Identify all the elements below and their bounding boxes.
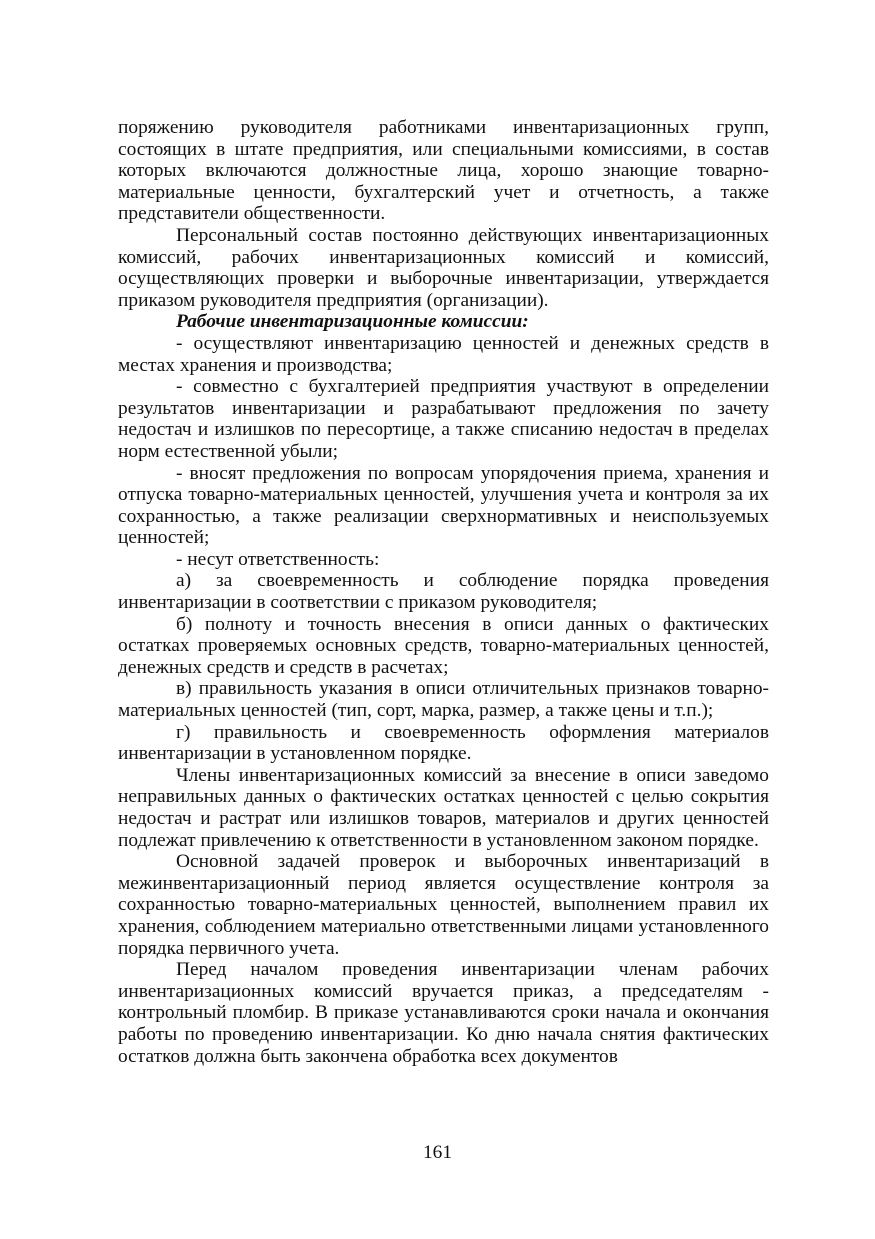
list-item: - осуществляют инвентаризацию ценностей и денежных средств в местах хранения и производства; — [118, 332, 769, 376]
paragraph: Члены инвентаризационных комиссий за внесение в описи заведомо неправильных данных о фактических остатках ценностей с целью сокрытия недостач и растрат или излишков товаров, материалов и других ценностей подлежат привлечению к ответственности в установленном законом порядке. — [118, 764, 769, 851]
list-item: - вносят предложения по вопросам упорядочения приема, хранения и отпуска товарно-материальных ценностей, улучшения учета и контроля за их сохранностью, а также реализации сверхнормативных и неиспользуемых ценностей; — [118, 462, 769, 549]
list-item: - совместно с бухгалтерией предприятия участвуют в определении результатов инвентаризации и разрабатывают предложения по зачету недостач и излишков по пересортице, а также списанию недостач в пределах норм естественной убыли; — [118, 376, 769, 462]
paragraph-2: Персональный состав постоянно действующих инвентаризационных комиссий, рабочих инвентаризационных комиссий и комиссий, осуществляющих проверки и выборочные инвентаризации, утверждается приказом руководителя предприятия (организации). — [118, 224, 769, 311]
sub-item: а) за своевременность и соблюдение порядка проведения инвентаризации в соответствии с приказом руководителя; — [118, 570, 769, 614]
page-body — [118, 117, 769, 1067]
section-heading: Рабочие инвентаризационные комиссии: — [176, 311, 529, 333]
list-item: - несут ответственность: — [176, 548, 380, 570]
paragraph: Основной задачей проверок и выборочных инвентаризаций в межинвентаризационный период является осуществление контроля за сохранностью товарно-материальных ценностей, выполнением правил их хранения, соблюдением материально ответственными лицами установленного порядка первичного учета. — [118, 851, 769, 959]
sub-item: в) правильность указания в описи отличительных признаков товарно-материальных ценностей (тип, сорт, марка, размер, а также цены и т.п.); — [118, 678, 769, 722]
paragraph: Перед началом проведения инвентаризации членам рабочих инвентаризационных комиссий вручается приказ, а председателям - контрольный пломбир. В приказе устанавливаются сроки начала и окончания работы по проведению инвентаризации. Ко дню начала снятия фактических остатков должна быть закончена обработка всех документов — [118, 959, 769, 1067]
sub-item: г) правильность и своевременность оформления материалов инвентаризации в установленном порядке. — [118, 721, 769, 765]
paragraph-1: поряжению руководителя работниками инвентаризационных групп, состоящих в штате предприятия, или специальными комиссиями, в состав которых включаются должностные лица, хорошо знающие товарно-материальные ценности, бухгалтерский учет и отчетность, а также представители общественности. — [118, 117, 769, 225]
page-number: 161 — [422, 1142, 453, 1163]
sub-item: б) полноту и точность внесения в описи данных о фактических остатках проверяемых основных средств, товарно-материальных ценностей, денежных средств и средств в расчетах; — [118, 613, 769, 678]
